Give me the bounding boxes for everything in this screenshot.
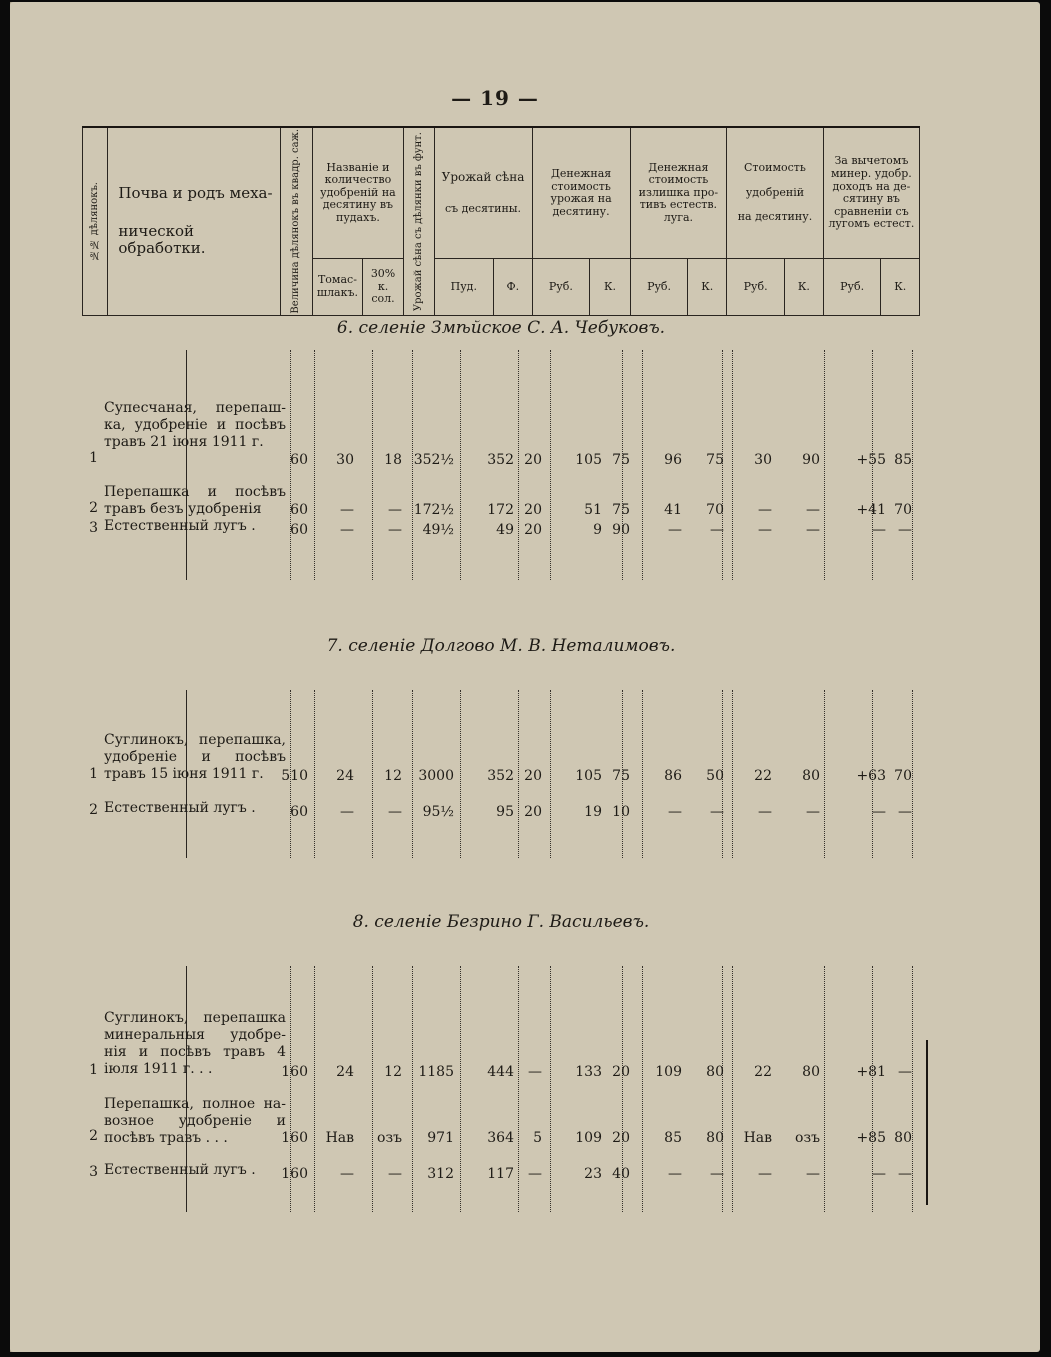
- cell-nr: +41: [856, 502, 886, 518]
- cell-mr: 23: [584, 1166, 602, 1182]
- cell-ck: озъ: [795, 1130, 820, 1146]
- header-rub-3: Руб.: [727, 259, 785, 315]
- cell-size: 60: [290, 452, 308, 468]
- cell-tom: Нав: [325, 1130, 354, 1146]
- cell-tom: 24: [336, 1064, 354, 1080]
- cell-er: 86: [664, 768, 682, 784]
- cell-mk: 75: [612, 768, 630, 784]
- cell-tom: —: [340, 1166, 354, 1182]
- cell-size: 160: [281, 1130, 308, 1146]
- cell-f: 20: [524, 768, 542, 784]
- cell-tom: —: [340, 522, 354, 538]
- row-number: 1: [89, 450, 98, 466]
- cell-f: 20: [524, 522, 542, 538]
- cell-cr: 22: [754, 768, 772, 784]
- cell-ek: —: [710, 522, 724, 538]
- section-title-6: 6. селеніе Змѣйское С. А. Чебуковъ.: [336, 318, 666, 338]
- cell-nk: —: [898, 1064, 912, 1080]
- cell-pud: 117: [487, 1166, 514, 1182]
- cell-nr: +85: [856, 1130, 886, 1146]
- cell-ck: —: [806, 804, 820, 820]
- cell-er: 109: [655, 1064, 682, 1080]
- cell-plot: 49½: [422, 522, 454, 538]
- cell-ck: 80: [802, 768, 820, 784]
- soil-description: Суглинокъ, перепашка минеральныя удобре-нія и посѣвъ травъ 4 іюля 1911 г. . .: [104, 1010, 286, 1077]
- header-yield-plot: Урожай сѣна съ дѣлянки въ фунт.: [404, 127, 435, 315]
- table-row: [82, 518, 922, 538]
- cell-er: 96: [664, 452, 682, 468]
- cell-mr: 51: [584, 502, 602, 518]
- header-kop-3: К.: [785, 259, 824, 315]
- table-row: [82, 1010, 922, 1080]
- cell-nk: —: [898, 522, 912, 538]
- cell-mr: 109: [575, 1130, 602, 1146]
- cell-ck: —: [806, 502, 820, 518]
- cell-er: —: [668, 1166, 682, 1182]
- cell-ek: —: [710, 804, 724, 820]
- cell-pud: 364: [487, 1130, 514, 1146]
- page-number: — 19 —: [451, 86, 539, 110]
- cell-tom: —: [340, 804, 354, 820]
- cell-pud: 352: [487, 452, 514, 468]
- header-fertilizer: Названіе и количество удобреній на десятину въ пудахъ.: [312, 127, 403, 259]
- cell-mr: 9: [593, 522, 602, 538]
- cell-cr: 30: [754, 452, 772, 468]
- header-fert-cost: Стоимость удобреній на десятину.: [727, 127, 824, 259]
- cell-er: 41: [664, 502, 682, 518]
- header-potassium: 30% к. сол.: [363, 259, 404, 315]
- cell-nr: —: [872, 1166, 886, 1182]
- soil-description: Естественный лугъ .: [104, 1162, 256, 1178]
- cell-nk: —: [898, 1166, 912, 1182]
- cell-size: 60: [290, 522, 308, 538]
- cell-ek: 50: [706, 768, 724, 784]
- header-rub-2: Руб.: [630, 259, 688, 315]
- cell-mk: 40: [612, 1166, 630, 1182]
- cell-pud: 95: [496, 804, 514, 820]
- cell-size: 160: [281, 1166, 308, 1182]
- table-row: [82, 1096, 922, 1146]
- cell-nk: 70: [894, 768, 912, 784]
- cell-er: 85: [664, 1130, 682, 1146]
- cell-cr: 22: [754, 1064, 772, 1080]
- cell-pud: 49: [496, 522, 514, 538]
- soil-description: Суглинокъ, перепашка, удобреніе и посѣвъ травъ 15 іюня 1911 г.: [104, 732, 286, 782]
- cell-nk: 70: [894, 502, 912, 518]
- cell-size: 160: [281, 1064, 308, 1080]
- header-rub-4: Руб.: [823, 259, 881, 315]
- row-number: 2: [89, 1128, 98, 1144]
- table-header: [82, 126, 920, 316]
- soil-description: Перепашка, полное на-возное удобреніе и посѣвъ травъ . . .: [104, 1096, 286, 1146]
- cell-ck: 90: [802, 452, 820, 468]
- soil-description: Естественный лугъ .: [104, 800, 256, 816]
- row-number: 2: [89, 802, 98, 818]
- soil-description: Супесчаная, перепаш-ка, удобреніе и посѣвъ травъ 21 іюня 1911 г.: [104, 400, 286, 450]
- cell-kcl: 12: [384, 1064, 402, 1080]
- cell-cr: —: [758, 804, 772, 820]
- cell-plot: 971: [427, 1130, 454, 1146]
- cell-ck: —: [806, 1166, 820, 1182]
- cell-pud: 444: [487, 1064, 514, 1080]
- cell-nr: —: [872, 804, 886, 820]
- cell-mk: 10: [612, 804, 630, 820]
- cell-kcl: 12: [384, 768, 402, 784]
- cell-ek: 75: [706, 452, 724, 468]
- cell-mk: 90: [612, 522, 630, 538]
- cell-pud: 352: [487, 768, 514, 784]
- table-row: [82, 400, 922, 468]
- header-funt: Ф.: [494, 259, 532, 315]
- cell-kcl: —: [388, 804, 402, 820]
- header-plot-number: №№ дѣлянокъ.: [83, 127, 108, 315]
- header-soil: Почва и родъ меха- нической обработки.: [108, 127, 280, 315]
- cell-pud: 172: [487, 502, 514, 518]
- header-net-income: За вычетомъ минер. удобр. доходъ на де-сятину въ сравненіи съ лугомъ естест.: [823, 127, 919, 259]
- header-rub-1: Руб.: [532, 259, 590, 315]
- cell-er: —: [668, 804, 682, 820]
- cell-mk: 75: [612, 452, 630, 468]
- header-pud: Пуд.: [434, 259, 494, 315]
- header-thomas-slag: Томас-шлакъ.: [312, 259, 362, 315]
- cell-kcl: —: [388, 502, 402, 518]
- soil-description: Перепашка и посѣвъ травъ безъ удобренія: [104, 484, 286, 517]
- cell-size: 60: [290, 502, 308, 518]
- cell-ek: 80: [706, 1130, 724, 1146]
- cell-ck: 80: [802, 1064, 820, 1080]
- right-rule: [926, 1040, 928, 1205]
- cell-nk: 85: [894, 452, 912, 468]
- cell-plot: 1185: [418, 1064, 454, 1080]
- row-number: 3: [89, 1164, 98, 1180]
- cell-mk: 20: [612, 1064, 630, 1080]
- cell-nk: —: [898, 804, 912, 820]
- cell-nr: —: [872, 522, 886, 538]
- cell-cr: —: [758, 1166, 772, 1182]
- cell-tom: —: [340, 502, 354, 518]
- cell-ek: 70: [706, 502, 724, 518]
- cell-f: 20: [524, 452, 542, 468]
- section-title-7: 7. селеніе Долгово М. В. Неталимовъ.: [326, 636, 676, 656]
- soil-description: Естественный лугъ .: [104, 518, 256, 534]
- row-number: 2: [89, 500, 98, 516]
- table-row: [82, 800, 922, 820]
- section-title-8: 8. селеніе Безрино Г. Васильевъ.: [352, 912, 650, 932]
- cell-plot: 172½: [413, 502, 454, 518]
- cell-plot: 312: [427, 1166, 454, 1182]
- cell-mk: 20: [612, 1130, 630, 1146]
- cell-f: 20: [524, 502, 542, 518]
- cell-cr: Нав: [743, 1130, 772, 1146]
- cell-mr: 133: [575, 1064, 602, 1080]
- cell-cr: —: [758, 502, 772, 518]
- cell-kcl: 18: [384, 452, 402, 468]
- header-kop-2: К.: [688, 259, 727, 315]
- cell-size: 60: [290, 804, 308, 820]
- table-row: [82, 1162, 922, 1182]
- cell-er: —: [668, 522, 682, 538]
- header-yield-des: Урожай сѣна съ десятины.: [434, 127, 532, 259]
- cell-plot: 352½: [413, 452, 454, 468]
- header-plot-size: Величина дѣлянокъ въ квадр. саж.: [280, 127, 312, 315]
- table-row: [82, 732, 922, 784]
- cell-mr: 105: [575, 768, 602, 784]
- cell-mr: 105: [575, 452, 602, 468]
- cell-tom: 30: [336, 452, 354, 468]
- cell-plot: 95½: [422, 804, 454, 820]
- cell-f: —: [528, 1064, 542, 1080]
- cell-nr: +55: [856, 452, 886, 468]
- cell-f: —: [528, 1166, 542, 1182]
- cell-plot: 3000: [418, 768, 454, 784]
- cell-nk: 80: [894, 1130, 912, 1146]
- header-excess-value: Денежная стоимость излишка про-тивъ естеств. луга.: [630, 127, 726, 259]
- cell-ck: —: [806, 522, 820, 538]
- cell-kcl: —: [388, 1166, 402, 1182]
- cell-cr: —: [758, 522, 772, 538]
- cell-f: 20: [524, 804, 542, 820]
- row-number: 3: [89, 520, 98, 536]
- header-money-value: Денежная стоимость урожая на десятину.: [532, 127, 630, 259]
- cell-ek: —: [710, 1166, 724, 1182]
- cell-f: 5: [533, 1130, 542, 1146]
- cell-kcl: —: [388, 522, 402, 538]
- cell-nr: +63: [856, 768, 886, 784]
- cell-nr: +81: [856, 1064, 886, 1080]
- cell-kcl: озъ: [377, 1130, 402, 1146]
- cell-size: 510: [281, 768, 308, 784]
- cell-ek: 80: [706, 1064, 724, 1080]
- header-kop-1: К.: [590, 259, 630, 315]
- table-row: [82, 484, 922, 518]
- row-number: 1: [89, 766, 98, 782]
- cell-tom: 24: [336, 768, 354, 784]
- row-number: 1: [89, 1062, 98, 1078]
- cell-mr: 19: [584, 804, 602, 820]
- cell-mk: 75: [612, 502, 630, 518]
- header-kop-4: К.: [881, 259, 920, 315]
